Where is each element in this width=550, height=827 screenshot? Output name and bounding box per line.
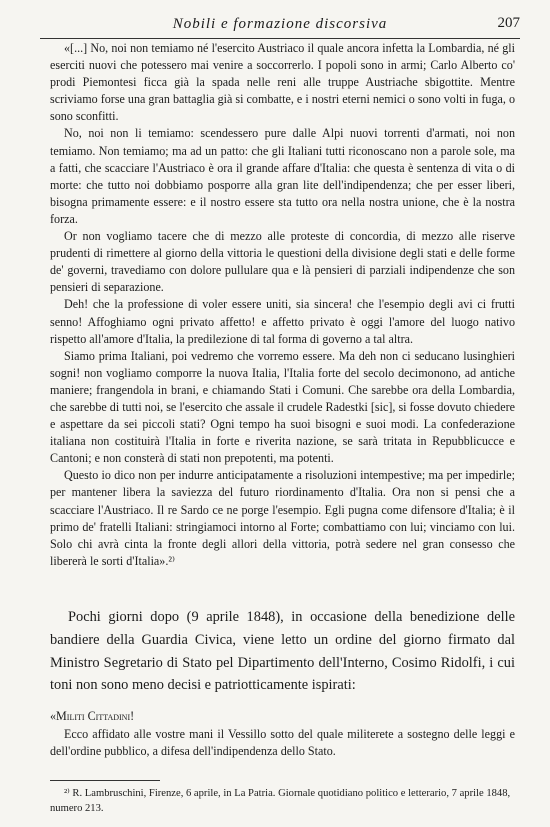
quote-paragraph: Deh! che la professione di voler essere uniti, sia sincera! che l'esempio degli avi ci frutti senno! Affoghiamo ogni privato affetto! e affetto privato è oggi l'amore del luogo nativo rispetto all'amore d'Italia, la predilezione di tal forma di governo a tal altra.	[50, 297, 515, 346]
quote-paragraph: No, noi non li temiamo: scendessero pure dalle Alpi nuovi torrenti d'armati, noi non temiamo. Non temiamo; ma ad un patto: che gli Italiani tutti riconoscano non a parole sole, ma a fatti, che scacciare l'Austriaco è ora il grande affare d'Italia: che questa è sentenza di vita o di morte: che tutto noi dobbiamo posporre alla gran lite dell'indipendenza; che per esser liberi, bisogna primamente essere: e il nostro essere sta tutto ora nella nostra unione, che è la nostra forza.	[50, 126, 515, 226]
quote-paragraph: Or non vogliamo tacere che di mezzo alle proteste di concordia, di mezzo alle riserve prudenti di rimettere al giorno della vittoria le questioni della divisione degli stati e delle forme de' governi, travediamo con dolore pullulare qua e là pensieri di parziali indipendenze che son pensieri di separazione.	[50, 229, 515, 295]
proclamation-body: Ecco affidato alle vostre mani il Vessillo sotto del quale militerete a sostegno delle leggi e dell'ordine pubblico, a difesa dell'indipendenza dello Stato.	[50, 726, 515, 758]
quote-paragraph: Siamo prima Italiani, poi vedremo che vorremo essere. Ma deh non ci seducano lusinghieri sogni! non vogliamo comporre la nuova Italia, l'Italia forte del secolo decimonono, ad antiche maniere; frangendola in brani, e chiamando Stati i Comuni. Che sarebbe ora della Lombardia, che sarebbe di tutti noi, se l'esercito che assale il crudele Radestki [sic], si fosse dovuto chiedere e aspettare da sei piccoli stati? Ogni tempo ha suoi bisogni e suoi modi. La confederazione italiana non costituirà l'Italia in forte e riverita nazione, se sarà tritata in Repubblicucce e Cantoni; e non consterà di stati non prepotenti, ma potenti.	[50, 348, 515, 466]
body-paragraph: Pochi giorni dopo (9 aprile 1848), in occasione della benedizione delle bandiere della Guardia Civica, viene letto un ordine del giorno firmato dal Ministro Segretario di Stato pel Dipartimento dell'Interno, Cosimo Ridolfi, i cui toni non sono meno decisi e patriotticamente ispirati:	[50, 609, 515, 694]
running-title: Nobili e formazione discorsiva	[172, 16, 388, 32]
running-header	[40, 14, 520, 39]
quote-paragraph: «[...] No, noi non temiamo né l'esercito Austriaco il quale ancora infetta la Lombardia, né gli eserciti nuovi che potessero mai venire a soccorrerlo. I popoli sono in armi; Carlo Alberto co' prodi Piemontesi ficca già la spada nelle reni alle truppe Austriache sbigottite. Mentre scriviamo forse una gran battaglia già si combatte, e i nostri eterni nemici o sono volti in fuga, o sono sconfitti.	[50, 41, 515, 124]
proclamation-quote	[50, 708, 515, 761]
footnote-divider	[50, 780, 160, 781]
quote-paragraph: Questo io dico non per indurre anticipatamente a risoluzioni intempestive; ma per impedirle; per mantener libera la saviezza del futuro riordinamento d'Italia. Ora non si pensi che a scacciare l'Austriaco. Il re Sardo ce ne porge l'esempio. Egli pugna come difensore d'Italia; è il primo de' fratelli Italiani: stringiamoci intorno al Forte; combattiamo con lui; vinciamo con lui. Solo chi avrà cinta la fronte degli allori della vittoria, potrà sedere nel gran consesso che libererà le sorti d'Italia».²⁾	[50, 468, 515, 568]
proclamation-heading: «Militi Cittadini!	[50, 709, 135, 723]
footnote: ²⁾ R. Lambruschini, Firenze, 6 aprile, in La Patria. Giornale quotidiano politico e letterario, 7 aprile 1848, numero 213.	[50, 788, 511, 814]
quoted-article	[50, 40, 515, 570]
page-number: 207	[497, 15, 520, 31]
